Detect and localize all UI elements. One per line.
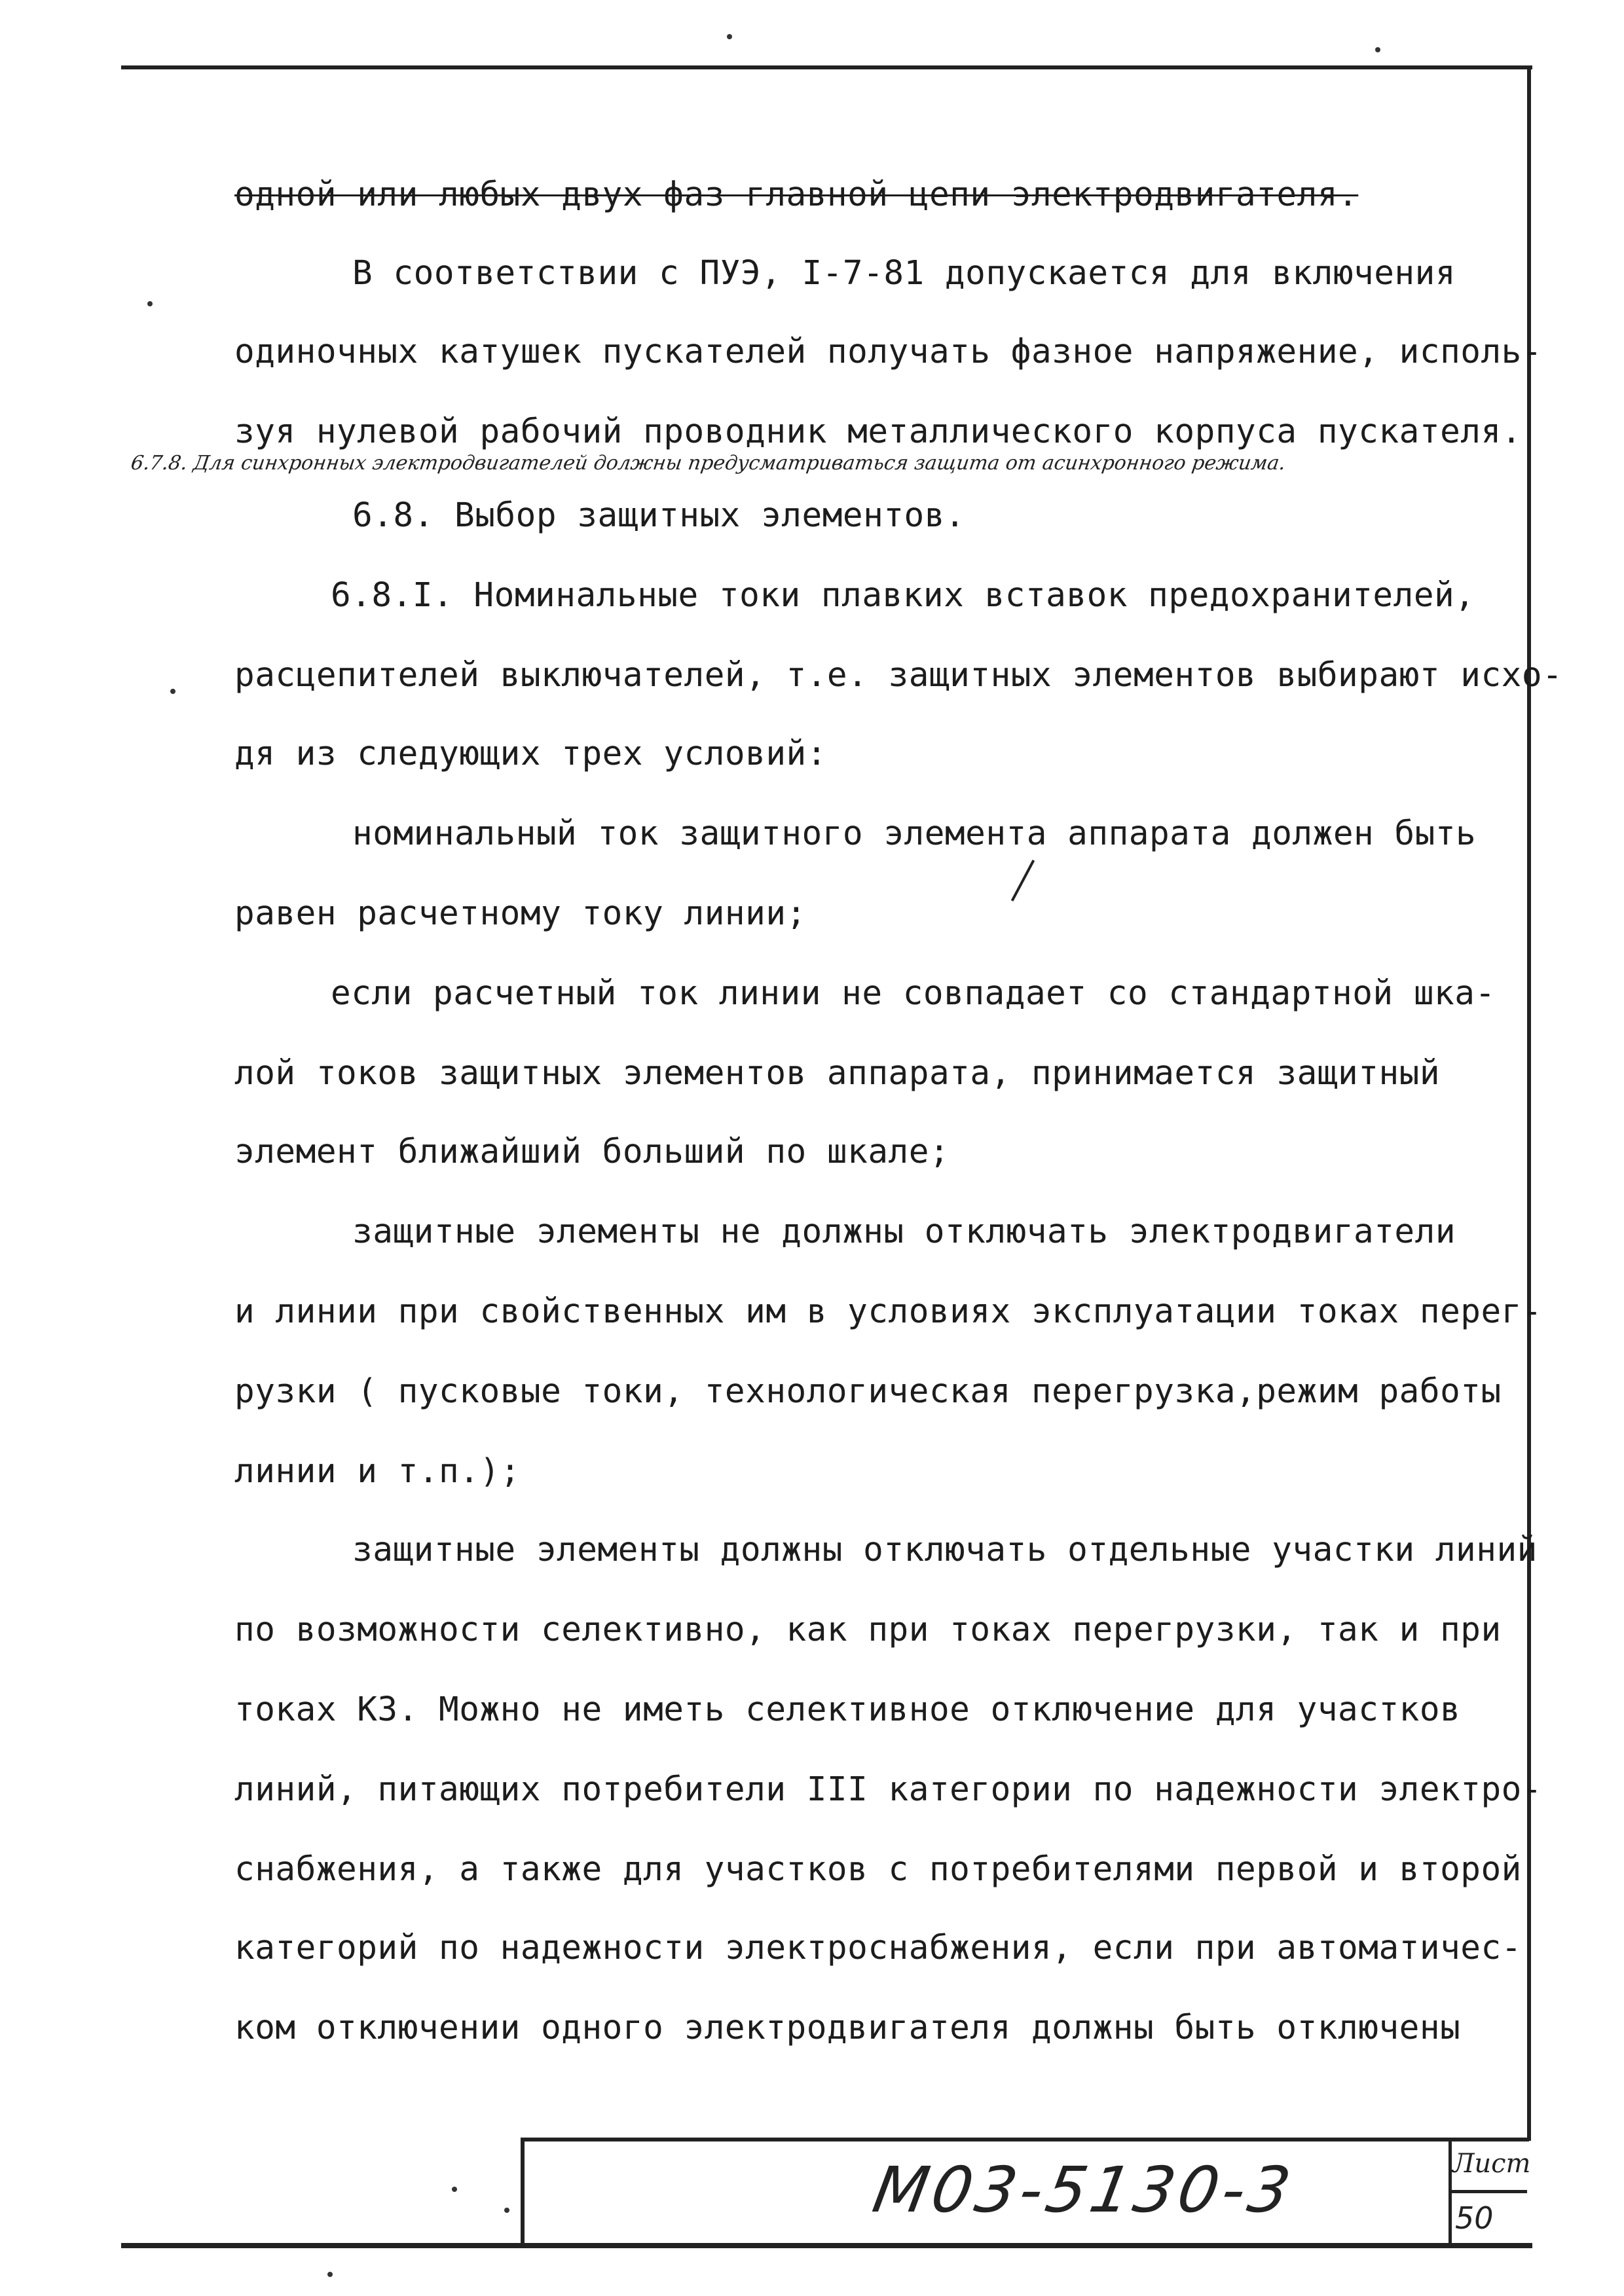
scan-speck	[170, 689, 175, 694]
text-line-10: равен расчетному току линии;	[234, 894, 807, 933]
scan-speck	[727, 34, 732, 39]
document-code: М03-5130-3	[868, 2153, 1300, 2227]
text-line-23: категорий по надежности электроснабжения, если при автоматичес-	[234, 1929, 1522, 1967]
scan-speck	[327, 2272, 333, 2277]
text-line-3: одиночных катушек пускателей получать фазное напряжение, исполь-	[234, 333, 1543, 371]
text-line-7: расцепителей выключателей, т.е. защитных элементов выбирают исхо-	[234, 656, 1563, 695]
text-line-24: ком отключении одного электродвигателя должны быть отключены	[234, 2009, 1461, 2047]
text-line-17: линии и т.п.);	[234, 1452, 521, 1491]
text-line-1: одной или любых двух фаз главной цепи электродвигателя.	[234, 175, 1359, 214]
text-line-21: линий, питающих потребители III категории по надежности электро-	[234, 1770, 1543, 1809]
text-line-4: зуя нулевой рабочий проводник металлического корпуса пускателя.	[234, 412, 1522, 451]
section-heading-6-8-1: 6.8.I. Номинальные токи плавких вставок предохранителей,	[331, 576, 1475, 615]
sheet-cell-divider	[1449, 2190, 1527, 2193]
text-line-8: дя из следующих трех условий:	[234, 735, 827, 773]
frame-right-border	[1527, 65, 1531, 2141]
text-line-13: элемент ближайший больший по шкале;	[234, 1133, 950, 1171]
scan-speck	[147, 301, 153, 306]
scan-speck	[504, 2208, 509, 2213]
text-line-19: по возможности селективно, как при токах перегрузки, так и при	[234, 1611, 1502, 1649]
text-line-18: защитные элементы должны отключать отдельные участки линий	[352, 1531, 1538, 1569]
handwritten-note: 6.7.8. Для синхронных электродвигателей должны предусматриваться защита от асинхронного режима.	[129, 452, 1287, 475]
text-line-16: рузки ( пусковые токи, технологическая перегрузка,режим работы	[234, 1372, 1502, 1411]
sheet-number: 50	[1455, 2200, 1494, 2236]
text-line-2: В соответствии с ПУЭ, I-7-81 допускается для включения	[352, 254, 1456, 293]
section-heading-6-8: 6.8. Выбор защитных элементов.	[352, 496, 966, 535]
sheet-label: Лист	[1452, 2149, 1531, 2179]
text-line-12: лой токов защитных элементов аппарата, принимается защитный	[234, 1054, 1441, 1093]
text-line-11: если расчетный ток линии не совпадает со стандартной шка-	[331, 974, 1496, 1013]
frame-top-border	[121, 65, 1532, 69]
scan-speck	[452, 2187, 457, 2192]
scan-speck	[1375, 47, 1380, 52]
text-line-9: номинальный ток защитного элемента аппарата должен быть	[352, 814, 1477, 853]
text-line-20: токах КЗ. Можно не иметь селективное отключение для участков	[234, 1690, 1461, 1729]
text-line-15: и линии при свойственных им в условиях эксплуатации токах перег-	[234, 1292, 1543, 1331]
text-line-14: защитные элементы не должны отключать электродвигатели	[352, 1212, 1456, 1251]
text-line-22: снабжения, а также для участков с потребителями первой и второй	[234, 1850, 1522, 1889]
pen-mark	[1011, 860, 1035, 902]
